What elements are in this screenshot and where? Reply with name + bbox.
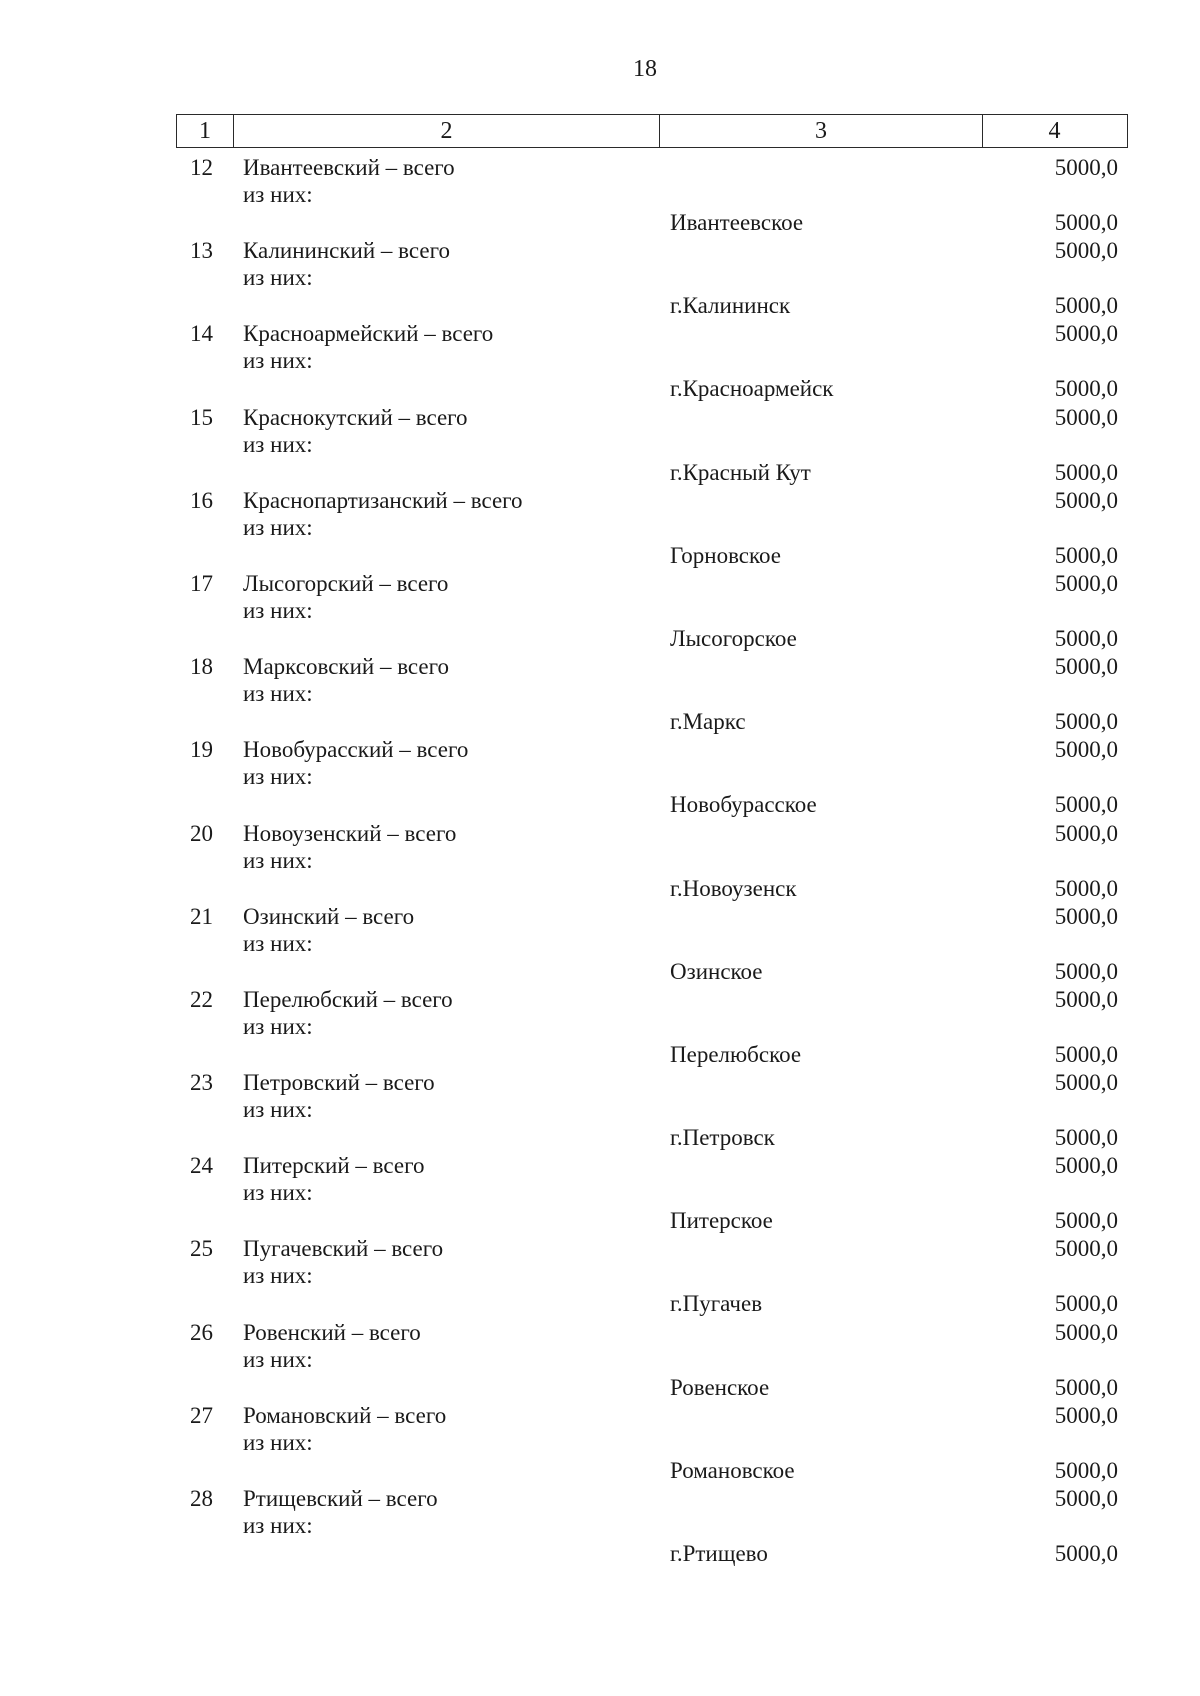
sub-label: из них: bbox=[243, 1513, 313, 1538]
sub-label: из них: bbox=[243, 1346, 313, 1372]
settlement-value: 5000,0 bbox=[1054, 792, 1118, 818]
district-name: Новоузенский – всего bbox=[243, 820, 457, 846]
district-name: Ивантеевский – всего bbox=[243, 155, 455, 180]
row-number: 24 bbox=[190, 1153, 213, 1179]
table-row bbox=[176, 1485, 1128, 1568]
district-total: 5000,0 bbox=[1054, 404, 1118, 430]
row-number: 16 bbox=[190, 487, 213, 513]
table-row bbox=[176, 1069, 1128, 1152]
settlement-name: Новобурасское bbox=[670, 792, 817, 818]
settlement-value: 5000,0 bbox=[1054, 709, 1118, 735]
district-total: 5000,0 bbox=[1054, 321, 1118, 347]
settlement-name: г.Петровск bbox=[670, 1125, 775, 1151]
row-number: 21 bbox=[190, 903, 213, 929]
column-header-1: 1 bbox=[177, 115, 234, 147]
settlement-name: г.Красноармейск bbox=[670, 376, 834, 402]
table-header-row bbox=[176, 114, 1128, 148]
district-name: Перелюбский – всего bbox=[243, 986, 453, 1012]
table-row bbox=[176, 820, 1128, 903]
table-row bbox=[176, 237, 1128, 320]
settlement-value: 5000,0 bbox=[1054, 1291, 1118, 1317]
district-name: Красноармейский – всего bbox=[243, 321, 494, 347]
district-name: Озинский – всего bbox=[243, 903, 415, 929]
table-row bbox=[176, 404, 1128, 487]
settlement-name: Лысогорское bbox=[670, 625, 797, 651]
sub-label: из них: bbox=[243, 847, 313, 873]
allocation-table bbox=[176, 114, 1128, 1566]
row-number: 14 bbox=[190, 321, 213, 347]
district-name: Лысогорский – всего bbox=[243, 570, 449, 596]
sub-label: из них: bbox=[243, 182, 313, 207]
row-number: 23 bbox=[190, 1070, 213, 1096]
sub-label: из них: bbox=[243, 681, 313, 707]
settlement-name: г.Пугачев bbox=[670, 1291, 763, 1317]
row-number: 17 bbox=[190, 570, 213, 596]
table-row bbox=[176, 487, 1128, 570]
settlement-value: 5000,0 bbox=[1054, 1125, 1118, 1151]
table-row bbox=[176, 570, 1128, 653]
district-name: Ровенский – всего bbox=[243, 1319, 421, 1345]
table-row bbox=[176, 320, 1128, 403]
table-row bbox=[176, 1235, 1128, 1318]
district-name: Питерский – всего bbox=[243, 1153, 425, 1179]
district-name: Краснокутский – всего bbox=[243, 404, 468, 430]
settlement-value: 5000,0 bbox=[1054, 1541, 1118, 1566]
settlement-name: Питерское bbox=[670, 1208, 773, 1234]
settlement-value: 5000,0 bbox=[1054, 1374, 1118, 1400]
row-number: 22 bbox=[190, 986, 213, 1012]
district-total: 5000,0 bbox=[1054, 1070, 1118, 1096]
district-total: 5000,0 bbox=[1054, 1236, 1118, 1262]
settlement-name: Ровенское bbox=[670, 1374, 770, 1400]
district-total: 5000,0 bbox=[1054, 903, 1118, 929]
row-number: 26 bbox=[190, 1319, 213, 1345]
district-total: 5000,0 bbox=[1054, 820, 1118, 846]
table-row bbox=[176, 736, 1128, 819]
row-number: 15 bbox=[190, 404, 213, 430]
settlement-value: 5000,0 bbox=[1054, 1041, 1118, 1067]
row-number: 12 bbox=[190, 155, 213, 180]
sub-label: из них: bbox=[243, 764, 313, 790]
row-number: 19 bbox=[190, 737, 213, 763]
settlement-value: 5000,0 bbox=[1054, 542, 1118, 568]
district-total: 5000,0 bbox=[1054, 487, 1118, 513]
column-header-2: 2 bbox=[234, 115, 660, 147]
district-name: Марксовский – всего bbox=[243, 654, 449, 680]
row-number: 18 bbox=[190, 654, 213, 680]
row-number: 27 bbox=[190, 1402, 213, 1428]
sub-label: из них: bbox=[243, 1013, 313, 1039]
row-number: 13 bbox=[190, 238, 213, 264]
district-total: 5000,0 bbox=[1054, 1153, 1118, 1179]
table-row bbox=[176, 986, 1128, 1069]
sub-label: из них: bbox=[243, 265, 313, 291]
settlement-value: 5000,0 bbox=[1054, 875, 1118, 901]
settlement-value: 5000,0 bbox=[1054, 210, 1118, 235]
district-total: 5000,0 bbox=[1054, 737, 1118, 763]
settlement-name: г.Новоузенск bbox=[670, 875, 797, 901]
sub-label: из них: bbox=[243, 1263, 313, 1289]
table-row bbox=[176, 653, 1128, 736]
settlement-name: г.Красный Кут bbox=[670, 459, 811, 485]
district-name: Пугачевский – всего bbox=[243, 1236, 444, 1262]
district-total: 5000,0 bbox=[1054, 1486, 1118, 1511]
row-number: 28 bbox=[190, 1486, 213, 1511]
row-number: 20 bbox=[190, 820, 213, 846]
district-total: 5000,0 bbox=[1054, 986, 1118, 1012]
district-total: 5000,0 bbox=[1054, 654, 1118, 680]
settlement-name: Романовское bbox=[670, 1457, 795, 1483]
column-header-4: 4 bbox=[1048, 118, 1061, 144]
district-name: Петровский – всего bbox=[243, 1070, 435, 1096]
sub-label: из них: bbox=[243, 514, 313, 540]
sub-label: из них: bbox=[243, 348, 313, 374]
sub-label: из них: bbox=[243, 597, 313, 623]
district-name: Новобурасский – всего bbox=[243, 737, 469, 763]
settlement-value: 5000,0 bbox=[1054, 1457, 1118, 1483]
settlement-name: г.Калининск bbox=[670, 293, 791, 319]
sub-label: из них: bbox=[243, 1180, 313, 1206]
settlement-value: 5000,0 bbox=[1054, 625, 1118, 651]
table-row bbox=[176, 154, 1128, 237]
district-total: 5000,0 bbox=[1054, 570, 1118, 596]
sub-label: из них: bbox=[243, 1097, 313, 1123]
district-total: 5000,0 bbox=[1054, 155, 1118, 180]
sub-label: из них: bbox=[243, 431, 313, 457]
settlement-name: г.Маркс bbox=[670, 709, 746, 735]
district-total: 5000,0 bbox=[1054, 1402, 1118, 1428]
sub-label: из них: bbox=[243, 930, 313, 956]
settlement-name: Перелюбское bbox=[670, 1041, 802, 1067]
table-row bbox=[176, 1152, 1128, 1235]
sub-label: из них: bbox=[243, 1429, 313, 1455]
table-row bbox=[176, 1402, 1128, 1485]
settlement-name: г.Ртищево bbox=[670, 1541, 768, 1566]
row-number: 25 bbox=[190, 1236, 213, 1262]
table-row bbox=[176, 1319, 1128, 1402]
settlement-value: 5000,0 bbox=[1054, 293, 1118, 319]
district-name: Романовский – всего bbox=[243, 1402, 447, 1428]
settlement-name: Озинское bbox=[670, 958, 763, 984]
settlement-name: Ивантеевское bbox=[670, 210, 804, 235]
table-row bbox=[176, 903, 1128, 986]
settlement-value: 5000,0 bbox=[1054, 376, 1118, 402]
district-total: 5000,0 bbox=[1054, 238, 1118, 264]
settlement-value: 5000,0 bbox=[1054, 1208, 1118, 1234]
district-total: 5000,0 bbox=[1054, 1319, 1118, 1345]
district-name: Краснопартизанский – всего bbox=[243, 487, 523, 513]
settlement-value: 5000,0 bbox=[1054, 958, 1118, 984]
page-number: 18 bbox=[633, 56, 657, 82]
district-name: Ртищевский – всего bbox=[243, 1486, 438, 1511]
column-header-3: 3 bbox=[660, 115, 983, 147]
table-body bbox=[176, 154, 1128, 1568]
district-name: Калининский – всего bbox=[243, 238, 450, 264]
settlement-value: 5000,0 bbox=[1054, 459, 1118, 485]
settlement-name: Горновское bbox=[670, 542, 782, 568]
